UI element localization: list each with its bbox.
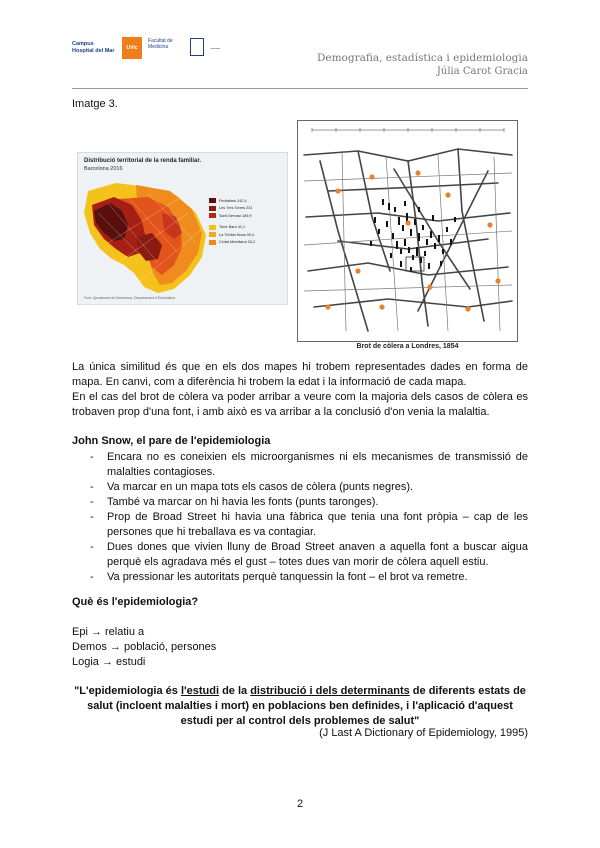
quote-citation: (J Last A Dictionary of Epidemiology, 1995) bbox=[319, 727, 528, 739]
header-author: Júlia Carot Gracia bbox=[436, 66, 528, 77]
uvic-faculty-logo-text: Facultat de Medicina bbox=[148, 38, 173, 50]
epidemiology-definition-quote: "L'epidemiologia és l'estudi de la distribució i dels determinants de diferents estats de salut (incloent malalties i mort) en poblacions ben definides, i l'aplicació d'aquest estudi per al control dels problemes de salut" bbox=[74, 685, 526, 727]
barcelona-map-subtitle: Barcelona 2016 bbox=[84, 166, 123, 172]
header-divider bbox=[72, 88, 528, 89]
campus-hospital-logo: Campus Hospital del Mar bbox=[72, 41, 115, 54]
barcelona-map-graphic bbox=[78, 153, 288, 305]
uvic-logo: UVic bbox=[122, 37, 142, 59]
legend-swatch bbox=[209, 213, 216, 218]
page-number: 2 bbox=[296, 798, 304, 810]
legend-item: Ciutat Meridiana 34,2 bbox=[209, 239, 255, 246]
list-item: - Va pressionar les autoritats perquè tanquessin la font – el brot va remetre. bbox=[90, 570, 528, 585]
london-map-caption: Brot de còlera a Londres, 1854 bbox=[356, 343, 459, 350]
header-course-title: Demografia, estadística i epidemiologia bbox=[316, 52, 528, 64]
list-item: - Prop de Broad Street hi havia una fàbrica que tenia una font pròpia – cap de les persones que hi treballava es va contagiar. bbox=[90, 510, 528, 540]
map-streets bbox=[304, 149, 512, 331]
list-item: - Va marcar en un mapa tots els casos de còlera (punts negres). bbox=[90, 480, 528, 495]
cholera-conclusion-paragraph: En el cas del brot de còlera va poder arribar a veure com la majoria dels casos de còlera es trobaven prop d'una font, i amb això es va arribar a la conclusió d'on venia la malaltia. bbox=[72, 391, 528, 418]
image-caption: Imatge 3. bbox=[72, 98, 118, 110]
list-item: - Encara no es coneixien els microorganismes ni els mecanismes de transmissió de malalties contagioses. bbox=[90, 450, 528, 480]
etymology-demos: Demos → població, persones bbox=[72, 641, 217, 653]
comparison-paragraph: La única similitud és que en els dos mapes hi trobem representades dades en forma de mapa. En canvi, com a diferència hi trobem la edat i la informació de cada mapa. bbox=[72, 361, 528, 388]
legend-item: Torre Baró 41,1 bbox=[209, 224, 255, 231]
etymology-logia: Logia → estudi bbox=[72, 656, 146, 668]
john-snow-heading: John Snow, el pare de l'epidemiologia bbox=[72, 435, 271, 447]
epidemiology-heading: Què és l'epidemiologia? bbox=[72, 596, 199, 608]
legend-swatch bbox=[209, 240, 216, 245]
legend-item: Sant Gervasi 189,9 bbox=[209, 212, 255, 219]
partner-script-logo-icon: ⁓⁓ bbox=[210, 46, 220, 52]
legend-swatch bbox=[209, 225, 216, 230]
barcelona-map-legend bbox=[209, 197, 255, 246]
london-cholera-map-figure bbox=[297, 120, 518, 342]
barcelona-income-map-figure bbox=[77, 152, 288, 305]
john-snow-list bbox=[90, 450, 528, 585]
partner-logo-icon bbox=[190, 38, 204, 56]
legend-swatch bbox=[209, 232, 216, 237]
legend-item: Pedralbes 242,4 bbox=[209, 197, 255, 204]
barcelona-map-source: Font: Ajuntament de Barcelona. Departament d'Estadística bbox=[84, 296, 175, 300]
legend-item: La Trinitat Nova 39,4 bbox=[209, 231, 255, 238]
header-logos bbox=[72, 36, 240, 66]
map-scale-bar bbox=[312, 128, 504, 132]
legend-swatch bbox=[209, 198, 216, 203]
list-item: - També va marcar on hi havia les fonts (punts taronges). bbox=[90, 495, 528, 510]
legend-swatch bbox=[209, 206, 216, 211]
etymology-epi: Epi → relatiu a bbox=[72, 626, 145, 638]
list-item: - Dues dones que vivien lluny de Broad Street anaven a aquella font a buscar aigua perquè els agradava més el gust – totes dues van morir de còlera aquell estiu. bbox=[90, 540, 528, 570]
london-street-map-graphic bbox=[298, 121, 518, 342]
barcelona-map-title: Distribució territorial de la renda familiar. bbox=[84, 158, 202, 164]
legend-item: Les Tres Torres 231 bbox=[209, 205, 255, 212]
